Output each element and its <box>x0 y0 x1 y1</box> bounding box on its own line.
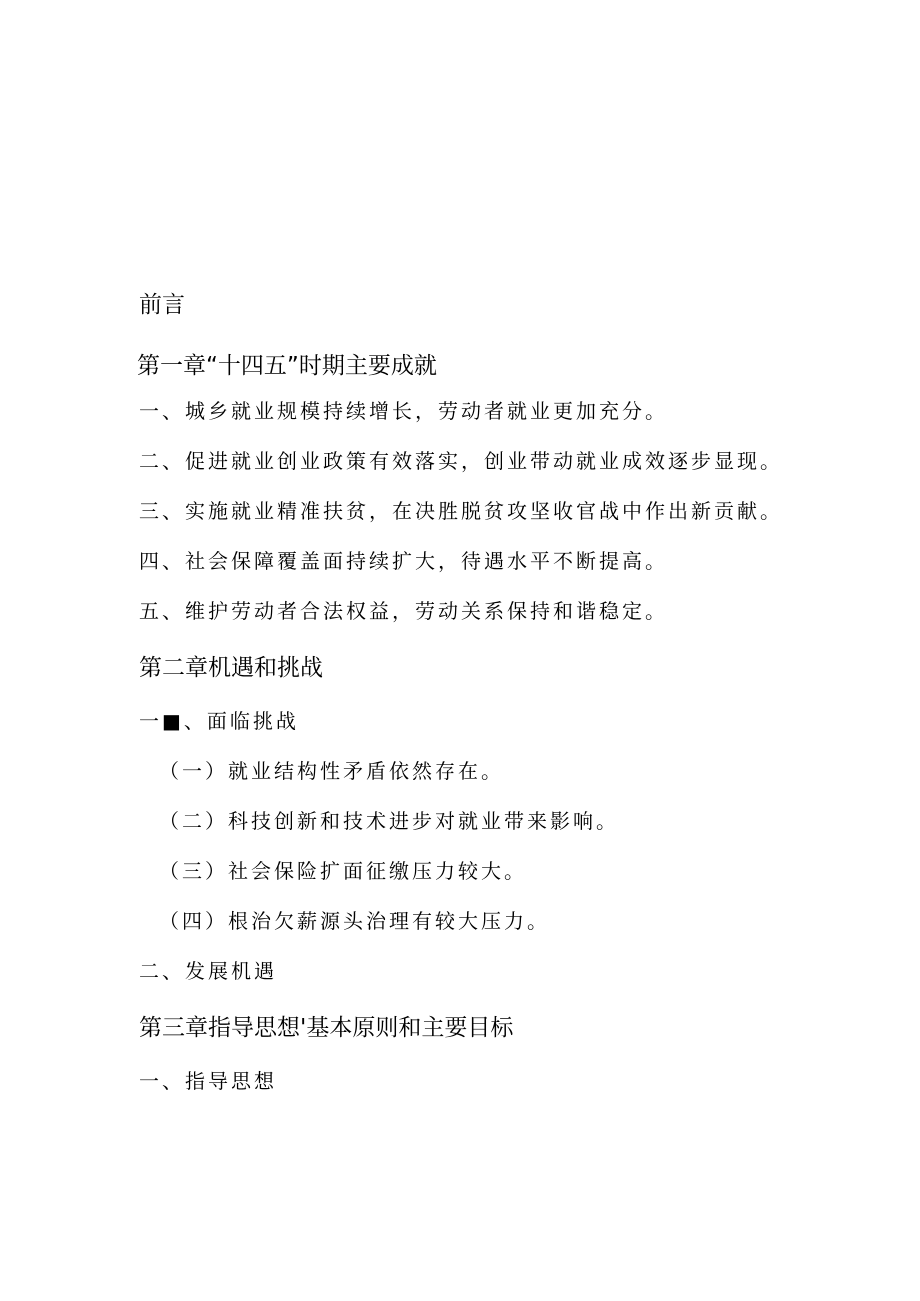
chapter1-item-1: 一、城乡就业规模持续增长，劳动者就业更加充分。 <box>139 399 668 423</box>
chapter2-section1: 一■、面临挑战 <box>139 709 299 733</box>
chapter1-item-3: 三、实施就业精准扶贫，在决胜脱贫攻坚收官战中作出新贡献。 <box>139 499 783 523</box>
chapter2-subitem-1: （一）就业结构性矛盾依然存在。 <box>159 759 504 783</box>
chapter1-item-5: 五、维护劳动者合法权益，劳动关系保持和谐稳定。 <box>139 599 668 623</box>
chapter2-section2: 二、发展机遇 <box>139 959 277 983</box>
chapter2-subitem-4: （四）根治欠薪源头治理有较大压力。 <box>159 909 550 933</box>
chapter1-item-4: 四、社会保障覆盖面持续扩大，待遇水平不断提高。 <box>139 549 668 573</box>
preface-heading: 前言 <box>139 292 185 318</box>
chapter3-section1: 一、指导思想 <box>139 1069 277 1093</box>
chapter2-subitem-2: （二）科技创新和技术进步对就业带来影响。 <box>159 809 619 833</box>
chapter3-heading: 第三章指导思想'基本原则和主要目标 <box>139 1015 514 1041</box>
chapter2-subitem-3: （三）社会保险扩面征缴压力较大。 <box>159 859 527 883</box>
chapter2-heading: 第二章机遇和挑战 <box>139 655 323 681</box>
chapter1-heading: 第一章“十四五”时期主要成就 <box>137 353 437 379</box>
chapter1-item-2: 二、促进就业创业政策有效落实，创业带动就业成效逐步显现。 <box>139 449 783 473</box>
